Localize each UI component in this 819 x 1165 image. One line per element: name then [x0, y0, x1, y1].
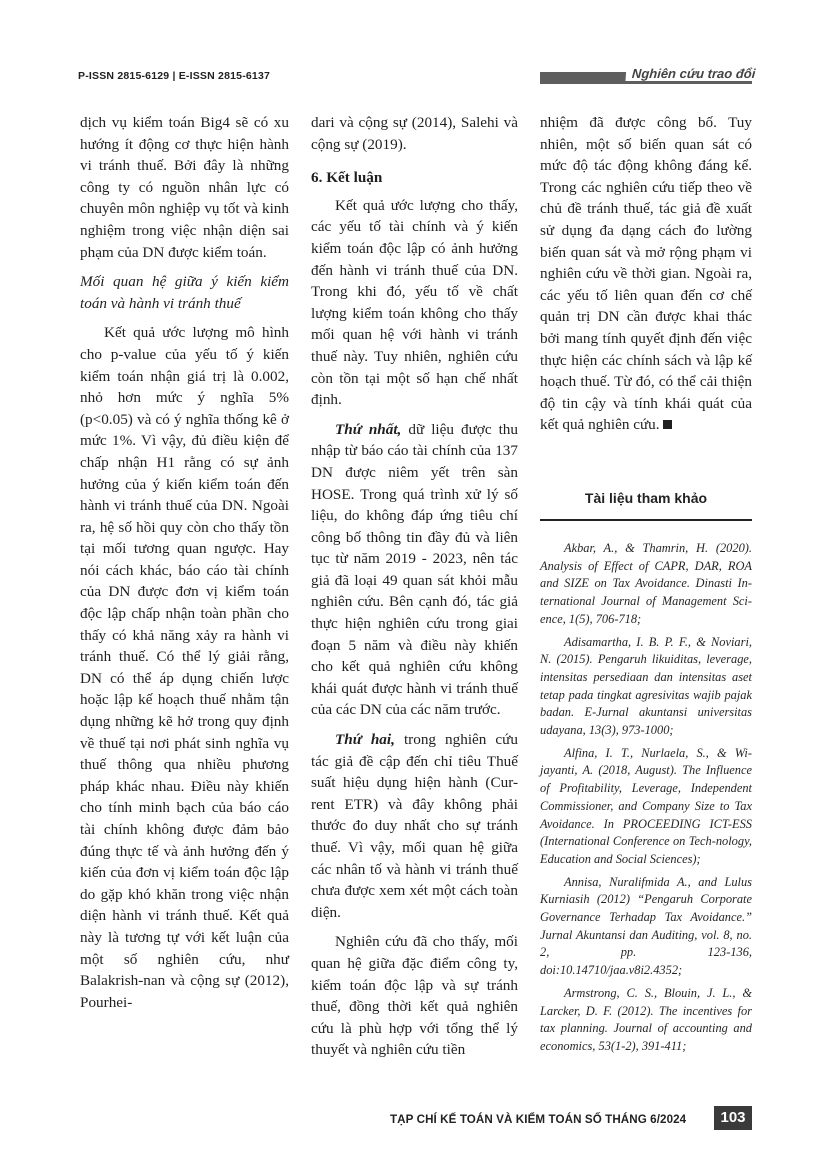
end-mark-icon — [663, 420, 672, 429]
paragraph — [311, 419, 518, 721]
subheading: Mối quan hệ giữa ý kiến kiểm toán và hành vi tránh thuế — [80, 273, 289, 312]
references-list — [540, 540, 752, 1061]
lead-term: Thứ hai, — [335, 731, 395, 749]
page-number: 103 — [714, 1106, 752, 1130]
section-title: 6. Kết luận — [311, 169, 383, 187]
reference-item: Alfina, I. T., Nurlaela, S., & Wi-jayanti, A. (2018, August). The Influence of Profitability, Leverage, Independent Commissioner, and Company Size to Tax Avoidance. In PROCEEDING ICT-ESS (International Conference on Tech-nology, Education and Social Sciences); — [540, 745, 752, 866]
paragraph-text: trong nghiên cứu tác giả đề cập đến chỉ tiêu Thuế suất hiệu dụng hiện hành (Cur-rent ETR) và đây không phải thước đo duy nhất cho sự tránh thuế. Vì vậy, mối quan hệ giữa các nhân tố và hành vi tránh thuế chưa được xem xét một cách toàn diện. — [311, 731, 518, 921]
section-label: Nghiên cứu trao đổi — [625, 66, 755, 81]
paragraph — [311, 729, 518, 923]
column-1 — [80, 112, 289, 1013]
issn-header: P-ISSN 2815-6129 | E-ISSN 2815-6137 — [78, 70, 271, 82]
paragraph: Nghiên cứu đã cho thấy, mối quan hệ giữa đặc điểm công ty, kiểm toán độc lập và sự tránh thuế, đồng thời kết quả nghiên cứu là phù hợp với tổng thể lý thuyết và nghiên cứu tiền — [311, 933, 518, 1059]
paragraph — [540, 112, 752, 436]
paragraph-text: nhiệm đã được công bố. Tuy nhiên, một số biến quan sát có mức độ tác động không đáng kể. Trong các nghiên cứu tiếp theo về chủ đề tránh thuế, tác giả đề xuất sử dụng đa dạng cách đo lường biến quan sát và mở rộng phạm vi nghiên cứu về thời gian. Ngoài ra, các yếu tố liên quan đến cơ chế quản trị DN cần được khai thác bởi mang tính quyết định đến việc thực hiện các chính sách và lập kế hoạch thuế. Từ đó, có thể cải thiện độ tin cậy và tính khái quát của kết quả nghiên cứu. — [540, 114, 752, 434]
reference-item: Adisamartha, I. B. P. F., & Noviari, N. (2015). Pengaruh likuiditas, leverage, intensitas persediaan dan intensitas aset tetap pada tingkat agresivitas wajib pajak badan. E-Jurnal akuntansi universitas udayana, 13(3), 973-1000; — [540, 634, 752, 738]
lead-term: Thứ nhất, — [335, 420, 402, 438]
column-2 — [311, 112, 518, 1061]
reference-item: Armstrong, C. S., Blouin, J. L., & Larcker, D. F. (2012). The incentives for tax planning. Journal of accounting and economics, 53(1-2), 391-411; — [540, 985, 752, 1053]
journal-footer: TẠP CHÍ KẾ TOÁN VÀ KIỂM TOÁN SỐ THÁNG 6/2024 — [390, 1113, 687, 1126]
references-title: Tài liệu tham khảo — [584, 490, 708, 506]
reference-item: Annisa, Nuralifmida A., and Lulus Kurniasih (2012) “Pengaruh Corporate Governance Terhadap Tax Avoidance.” Jurnal Akuntansi dan Auditing, vol. 8, no. 2, pp. 123-136, doi:10.14710/jaa.v8i2.4352; — [540, 874, 752, 978]
reference-item: Akbar, A., & Thamrin, H. (2020). Analysis of Effect of CAPR, DAR, ROA and SIZE on Tax Avoidance. Dinasti In-ternational Journal of Management Sci-ence, 1(5), 706-718; — [540, 541, 752, 626]
references-rule — [540, 519, 752, 521]
paragraph: Kết quả ước lượng mô hình cho p-value của yếu tố ý kiến kiểm toán nhận giá trị là 0.002, nhỏ hơn mức ý nghĩa 5% (p<0.05) và có ý nghĩa thống kê ở mức 1%. Vì vậy, đủ điều kiện để chấp nhận H1 rằng có sự ảnh hưởng của ý kiến kiểm toán đến hành vi tránh thuế của DN. Ngoài ra, hệ số hồi quy còn cho thấy tồn tại mối tương quan ngược. Hay nói cách khác, báo cáo tài chính của DN được đơn vị kiểm toán độc lập chấp nhận toàn phần cho thấy có khả năng xảy ra hành vi tránh thuế. Có thể lý giải rằng, DN có thể áp dụng chiến lược hoặc lập kế hoạch thuế nhằm tận dụng những kẽ hở trong quy định về thuế tại nơi phát sinh nghĩa vụ thuế thông qua nhiều phương pháp khác nhau. Điều này khiến cho tính minh bạch của báo cáo tài chính không được đảm bảo đúng thực tế và ảnh hưởng đến ý kiến của đơn vị kiểm toán độc lập do gặp khó khăn trong việc nhận diện hành vi tránh thuế. Kết quả này là tương tự với kết luận của một số nghiên cứu, như Balakrish-nan và cộng sự (2012), Pourhei- — [80, 324, 289, 1011]
paragraph: dịch vụ kiểm toán Big4 sẽ có xu hướng ít động cơ thực hiện hành vi tránh thuế. Bởi đây là những công ty có nguồn nhân lực có chuyên môn nghiệp vụ tốt và kinh nghiệm trong việc nhận diện sai phạm của DN được kiểm toán. — [80, 114, 289, 261]
column-3 — [540, 112, 752, 436]
paragraph: Kết quả ước lượng cho thấy, các yếu tố tài chính và ý kiến kiểm toán độc lập có ảnh hưởng đến hành vi tránh thuế của DN. Trong khi đó, yếu tố về chất lượng kiểm toán không cho thấy mối quan hệ với hành vi tránh thuế này. Tuy nhiên, nghiên cứu còn tồn tại một số hạn chế nhất định. — [311, 196, 518, 409]
paragraph: dari và cộng sự (2014), Salehi và cộng sự (2019). — [311, 114, 518, 153]
paragraph-text: dữ liệu được thu nhập từ báo cáo tài chính của 137 DN được niêm yết trên sàn HOSE. Trong quá trình xử lý số liệu, do không đáp ứng tiêu chí công bố thông tin đầy đủ và liên tục từ năm 2019 - 2023, nên tác giả đã loại 49 quan sát khỏi mẫu nghiên cứu. Bên cạnh đó, tác giả thực hiện nghiên cứu trong giai đoạn 5 năm và điều này khiến cho kết quả nghiên cứu không khái quát được hành vi tránh thuế của các DN của các năm trước. — [311, 420, 518, 719]
